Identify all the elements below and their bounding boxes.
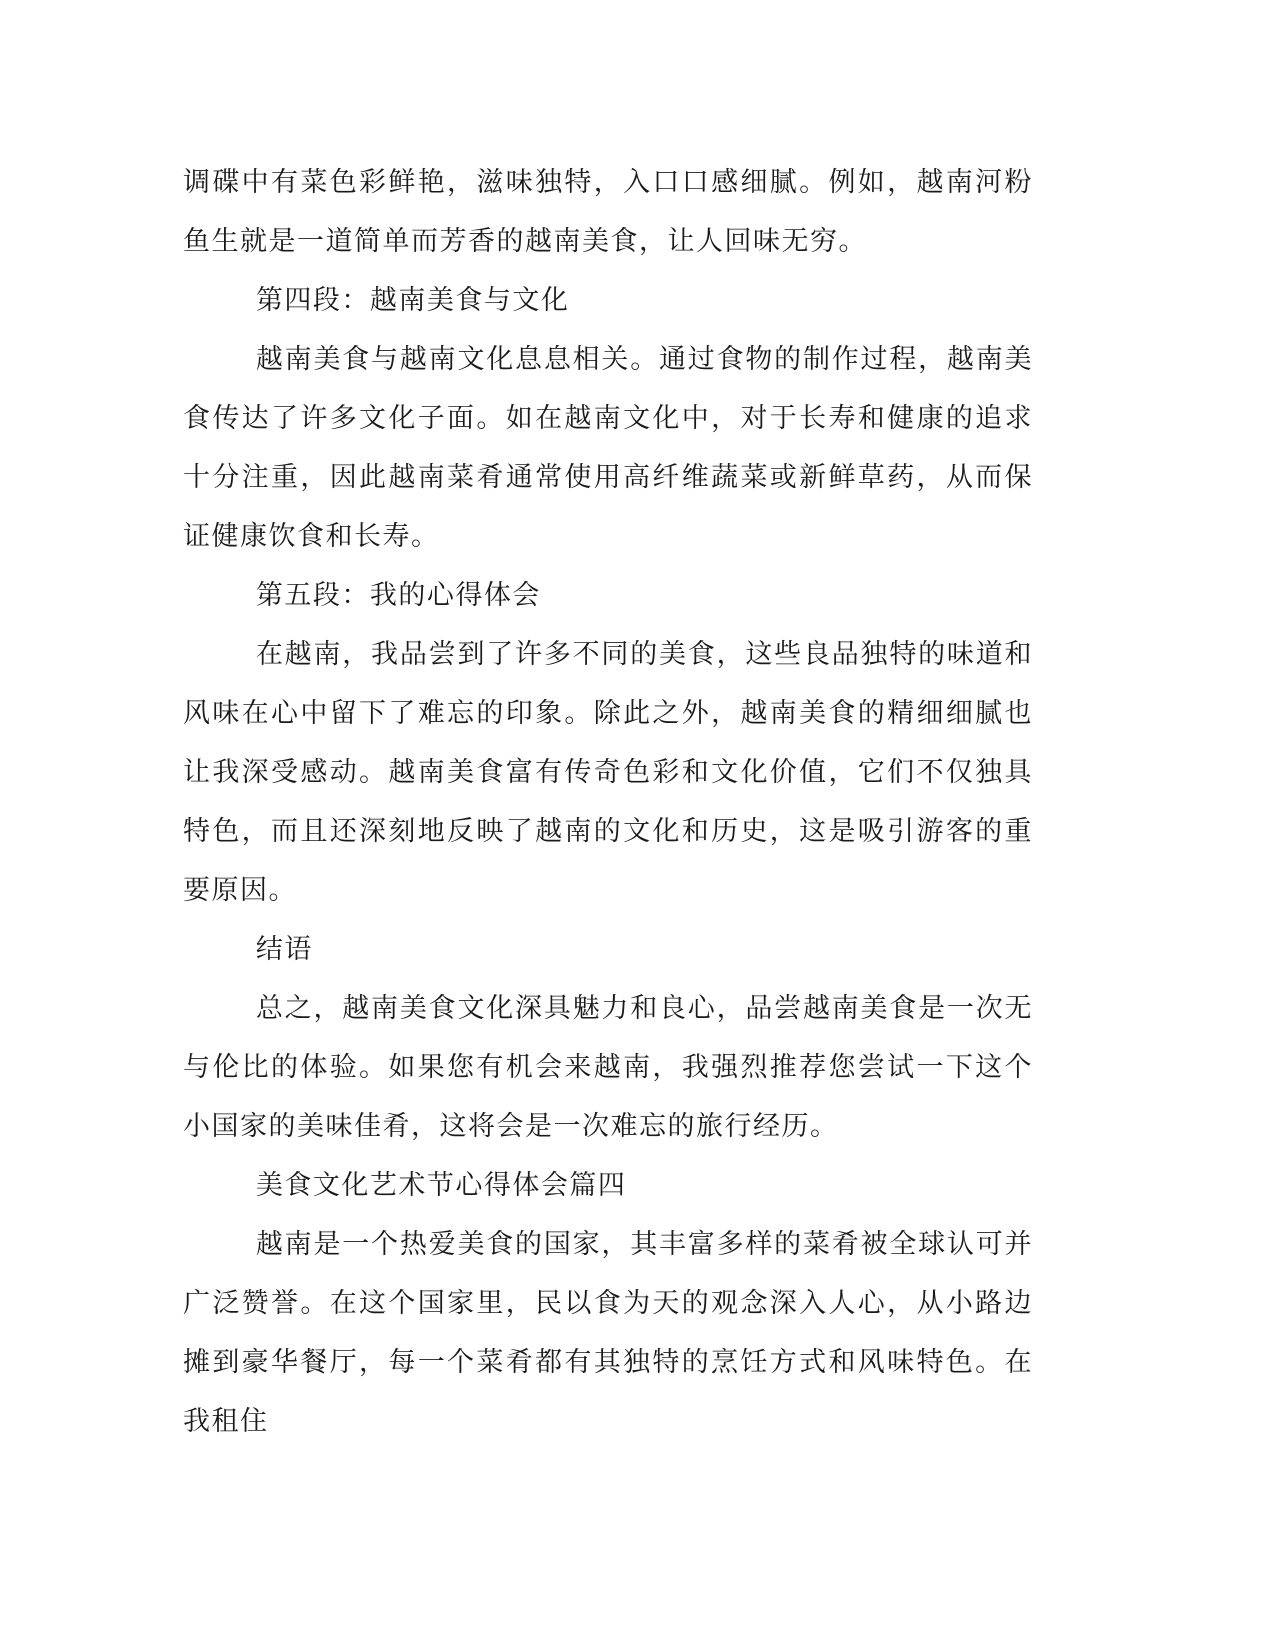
- paragraph-intro-part4: 越南是一个热爱美食的国家，其丰富多样的菜肴被全球认可并广泛赞誉。在这个国家里，民以食为天的观念深入人心，从小路边摊到豪华餐厅，每一个菜肴都有其独特的烹饪方式和风味特色。在我租住: [183, 1229, 1033, 1437]
- document-body: [183, 153, 1033, 1451]
- section-heading-4: 第四段：越南美食与文化: [255, 285, 570, 316]
- paragraph-continuation: 调碟中有菜色彩鲜艳，滋味独特，入口口感细腻。例如，越南河粉鱼生就是一道简单而芳香的越南美食，让人回味无穷。: [183, 167, 1033, 257]
- section-heading-5: 第五段：我的心得体会: [255, 580, 541, 611]
- section-heading-conclusion: 结语: [255, 934, 313, 965]
- paragraph-experience: 在越南，我品尝到了许多不同的美食，这些良品独特的味道和风味在心中留下了难忘的印象。除此之外，越南美食的精细细腻也让我深受感动。越南美食富有传奇色彩和文化价值，它们不仅独具特色，而且还深刻地反映了越南的文化和历史，这是吸引游客的重要原因。: [183, 639, 1033, 906]
- article-title-part4: 美食文化艺术节心得体会篇四: [255, 1170, 627, 1201]
- paragraph-conclusion: 总之，越南美食文化深具魅力和良心，品尝越南美食是一次无与伦比的体验。如果您有机会来越南，我强烈推荐您尝试一下这个小国家的美味佳肴，这将会是一次难忘的旅行经历。: [183, 993, 1033, 1142]
- paragraph-food-culture: 越南美食与越南文化息息相关。通过食物的制作过程，越南美食传达了许多文化子面。如在越南文化中，对于长寿和健康的追求十分注重，因此越南菜肴通常使用高纤维蔬菜或新鲜草药，从而保证健康饮食和长寿。: [183, 344, 1033, 552]
